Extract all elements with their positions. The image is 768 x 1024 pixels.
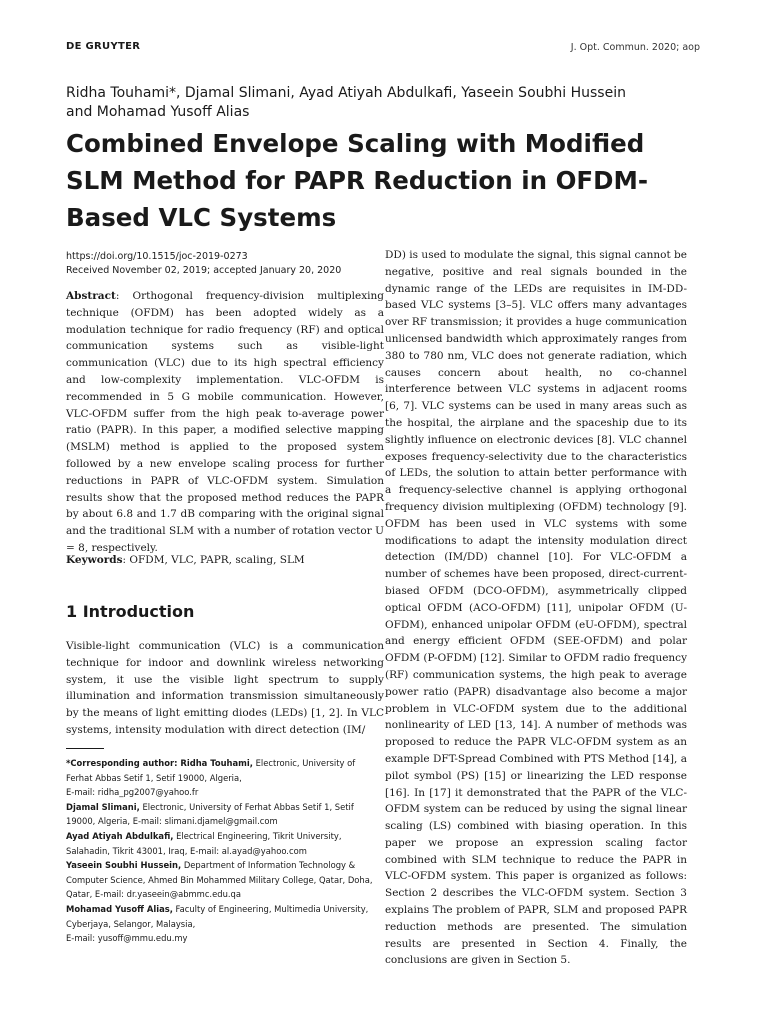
footnote-divider <box>66 748 104 749</box>
intro-paragraph-right: DD) is used to modulate the signal, this signal cannot be negative, positive and real signals bounded in the dynamic range of the LEDs are requisites in IM-DD-based VLC systems [3–5]. VLC offers many advantages over RF transmission; it provides a huge communication unlicensed bandwidth which approximately ranges from 380 to 780 nm, VLC does not generate radiation, which causes concern about health, no co-channel interference between VLC systems in adjacent rooms [6, 7]. VLC systems can be used in many areas such as the hospital, the airplane and the spaceship due to its slightly influence on electronic devices [8]. VLC channel exposes frequency-selectivity due to the characteristics of LEDs, the solution to attain better performance with a frequency-selective channel is applying orthogonal frequency division multiplexing (OFDM) technology [9]. OFDM has been used in VLC systems with some modifications to adapt the intensity modulation direct detection (IM/DD) channel [10]. For VLC-OFDM a number of schemes have been proposed, direct-current-biased OFDM (DCO-OFDM), asymmetrically clipped optical OFDM (ACO-OFDM) [11], unipolar OFDM (U-OFDM), enhanced unipolar OFDM (eU-OFDM), spectral and energy efficient OFDM (SEE-OFDM) and polar OFDM (P-OFDM) [12]. Similar to OFDM radio frequency (RF) communication systems, the high peak to average power ratio (PAPR) disadvantage also become a major problem in VLC-OFDM system due to the additional nonlinearity of LED [13, 14]. A number of methods was proposed to reduce the PAPR VLC-OFDM system as an example DFT-Spread Combined with PTS Method [14], a pilot symbol (PS) [15] or linearizing the LED response [16]. In [17] it demonstrated that the PAPR of the VLC-OFDM system can be reduced by using the signal linear scaling (LS) combined with biasing operation. In this paper we propose an expression scaling factor combined with SLM technique to reduce the PAPR in VLC-OFDM system. This paper is organized as follows: Section 2 describes the VLC-OFDM system. Section 3 explains The problem of PAPR, SLM and proposed PAPR reduction methods are presented. The simulation results are presented in Section 4. Finally, the conclusions are given in Section 5. <box>385 249 687 967</box>
affiliation-alias <box>66 902 384 946</box>
journal-reference: J. Opt. Commun. 2020; aop <box>570 42 700 53</box>
introduction-right-column <box>385 247 687 969</box>
abstract <box>66 288 384 557</box>
affiliation-email: E-mail: ridha_pg2007@yahoo.fr <box>66 787 199 798</box>
abstract-label: Abstract <box>66 290 116 302</box>
author-line-2: and Mohamad Yusoff Alias <box>66 104 250 120</box>
doi-link[interactable]: https://doi.org/10.1515/joc-2019-0273 <box>66 251 248 262</box>
author-affiliations <box>66 756 384 946</box>
affiliation-text: Faculty of Engineering, Multimedia University, Cyberjaya, Selangor, Malaysia, <box>66 903 369 929</box>
affiliation-name: Djamal Slimani, <box>66 801 140 812</box>
author-list <box>66 84 706 122</box>
affiliation-name: Mohamad Yusoff Alias, <box>66 903 173 914</box>
affiliation-slimani <box>66 800 384 829</box>
abstract-paragraph <box>66 288 384 557</box>
affiliation-abdulkafi <box>66 829 384 858</box>
author-line-1: Ridha Touhami*, Djamal Slimani, Ayad Atiyah Abdulkafi, Yaseein Soubhi Hussein <box>66 85 626 101</box>
affiliation-text: Electrical Engineering, Tikrit University, Salahadin, Tikrit 43001, Iraq, E-mail: al.ayad@yahoo.com <box>66 830 342 856</box>
affiliation-name: Ayad Atiyah Abdulkafi, <box>66 830 174 841</box>
section-heading-introduction: 1 Introduction <box>66 602 195 621</box>
keywords-label: Keywords <box>66 554 123 566</box>
paper-title: Combined Envelope Scaling with Modified SLM Method for PAPR Reduction in OFDM-Based VLC Systems <box>66 129 649 232</box>
article-meta <box>66 250 341 278</box>
keywords <box>66 554 384 566</box>
affiliation-text: Department of Information Technology & Computer Science, Ahmed Bin Mohammed Military College, Qatar, Doha, Qatar, E-mail: dr.yaseein@abmmc.edu.qa <box>66 860 373 900</box>
intro-paragraph-left: Visible-light communication (VLC) is a communication technique for indoor and downlink wireless networking system, it use the visible light spectrum to supply illumination and information transmission simultaneously by the means of light emitting diodes (LEDs) [1, 2]. In VLC systems, intensity modulation with direct detection (IM/ <box>66 640 384 736</box>
affiliation-name: Yaseein Soubhi Hussein, <box>66 860 182 871</box>
introduction-left-column <box>66 638 384 739</box>
abstract-text: : Orthogonal frequency-division multiplexing technique (OFDM) has been adopted widely as a modulation technique for radio frequency (RF) and optical communication systems such as visible-light communication (VLC) due to its high spectral efficiency and low-complexity implementation. VLC-OFDM is recommended in 5 G mobile communication. However, VLC-OFDM suffer from the high peak to-average power ratio (PAPR). In this paper, a modified selective mapping (MSLM) method is applied to the proposed system followed by a new envelope scaling process for further reductions in PAPR of VLC-OFDM system. Simulation results show that the proposed method reduces the PAPR by about 6.8 and 1.7 dB comparing with the original signal and the traditional SLM with a number of rotation vector U = 8, respectively. <box>66 290 384 554</box>
received-dates: Received November 02, 2019; accepted January 20, 2020 <box>66 265 342 276</box>
affiliation-text: Electronic, University of Ferhat Abbas Setif 1, Setif 19000, Algeria, <box>66 758 356 783</box>
affiliation-text: Electronic, University of Ferhat Abbas Setif 1, Setif 19000, Algeria, E-mail: slimani.djamel@gmail.com <box>66 801 354 827</box>
affiliation-hussein <box>66 858 384 902</box>
affiliation-email: E-mail: yusoff@mmu.edu.my <box>66 933 188 944</box>
affiliation-touhami <box>66 756 384 800</box>
affiliation-name: *Corresponding author: Ridha Touhami, <box>66 758 253 768</box>
keywords-text: : OFDM, VLC, PAPR, scaling, SLM <box>122 554 305 566</box>
publisher-logo: DE GRUYTER <box>66 41 141 52</box>
